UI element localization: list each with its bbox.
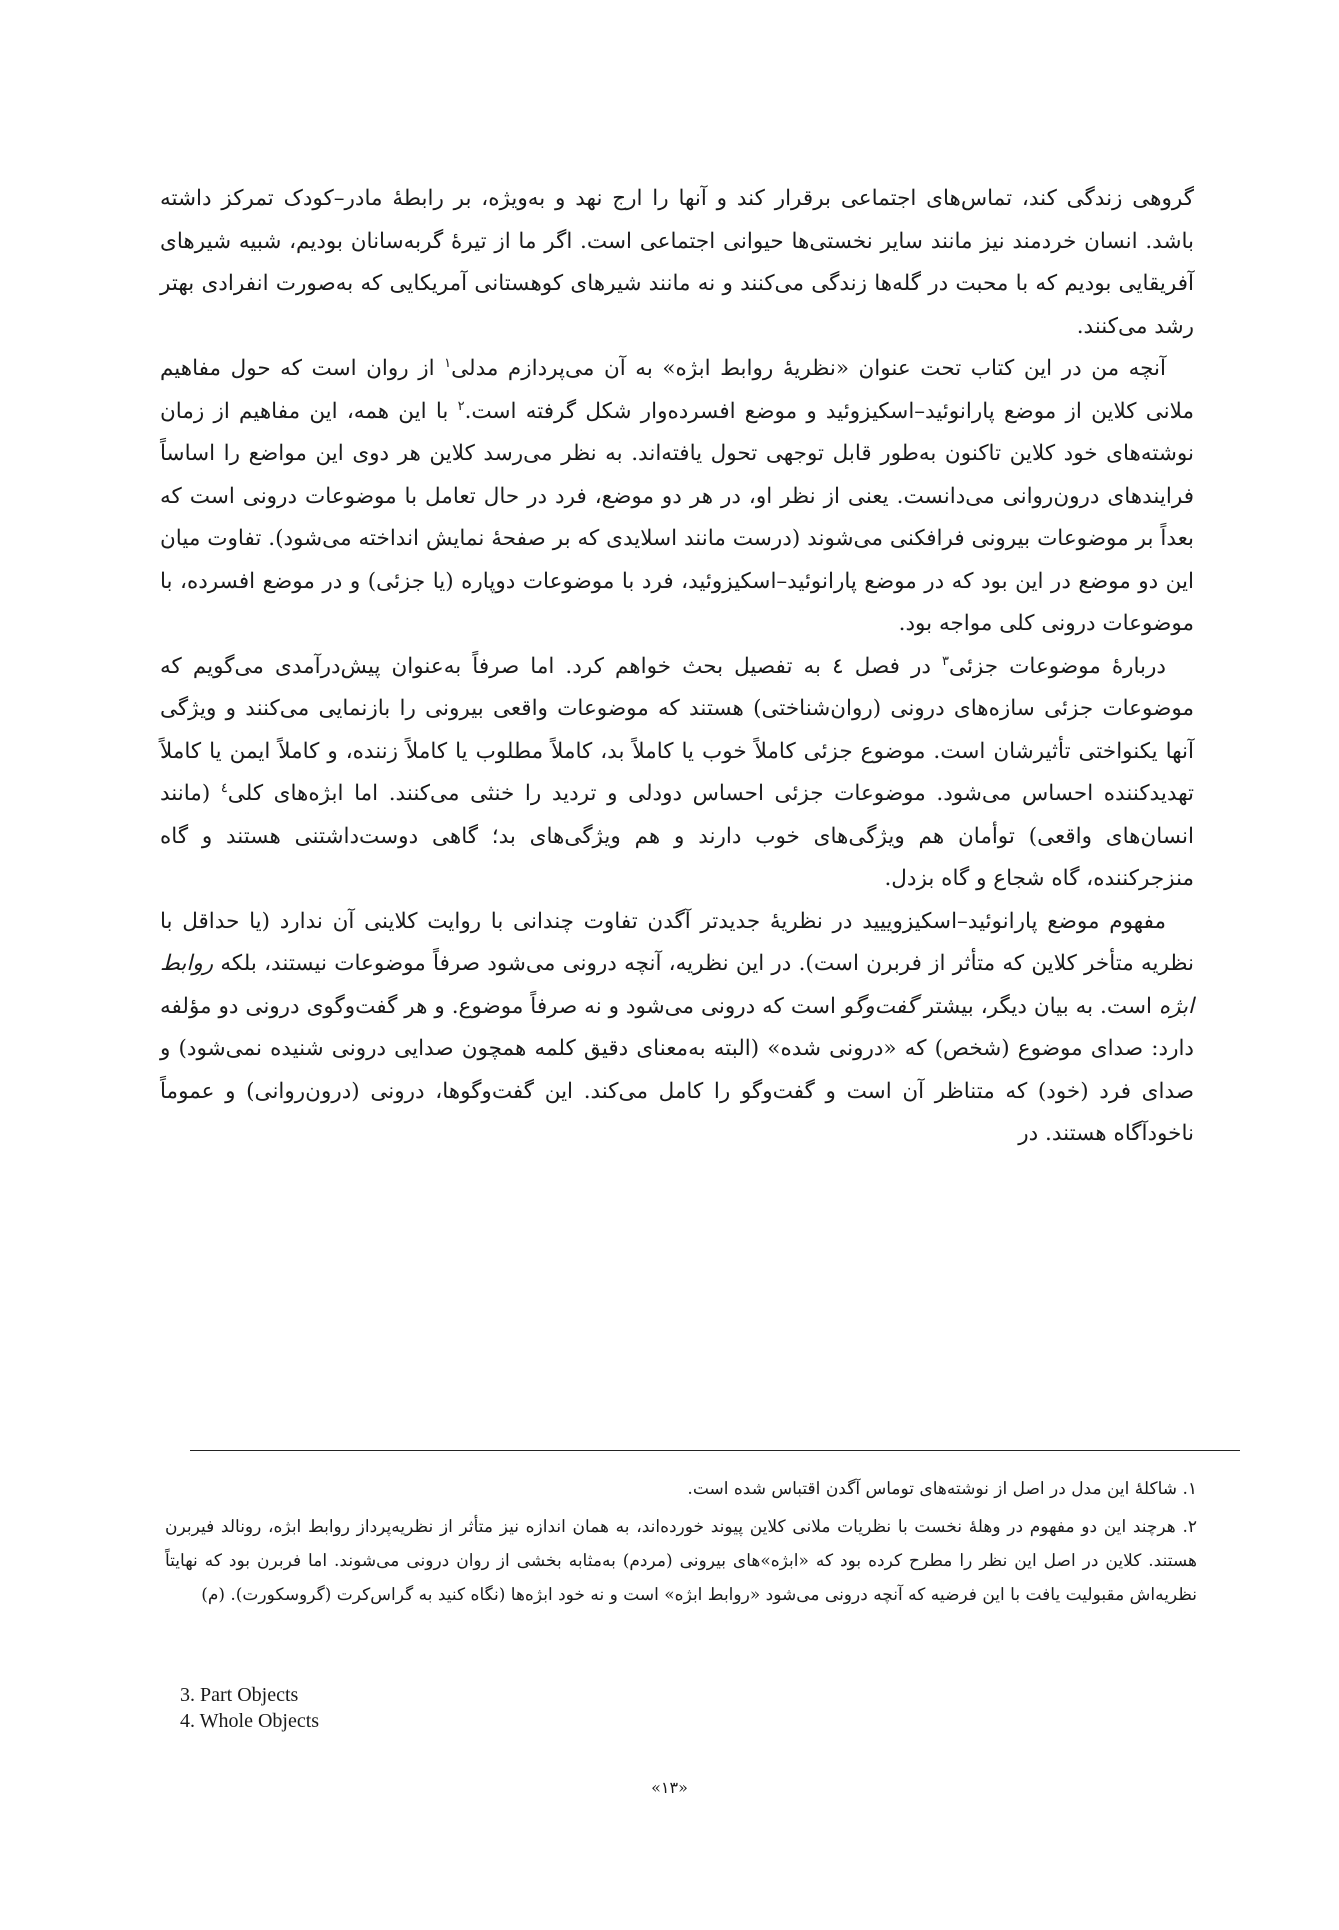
paragraph-2-text-a: آنچه من در این کتاب تحت عنوان «نظریهٔ روابط ابژه» به آن می‌پردازم مدلی: [451, 356, 1166, 381]
footnote-1: ۱. شاکلهٔ این مدل در اصل از نوشته‌های توماس آگدن اقتباس شده است.: [687, 1479, 1197, 1499]
footnote-ref-2[interactable]: ۲: [457, 398, 465, 414]
paragraph-4-text-b: است. به بیان دیگر، بیشتر: [916, 993, 1159, 1019]
paragraph-4: [160, 901, 1194, 1156]
paragraph-3-text-c: (مانند انسان‌های واقعی) توأمان هم ویژگی‌های خوب دارند و هم ویژگی‌های بد؛ گاهی دوست‌داشتنی هستند و گاه منزجرکننده، گاه شجاع و گاه بزدل.: [160, 781, 1194, 891]
paragraph-2-text-c: با این همه، این مفاهیم از زمان نوشته‌های خود کلاین تاکنون به‌طور قابل توجهی تحول یافته‌اند. به نظر می‌رسد کلاین هر دوی این مواضع را اساساً فرایندهای درون‌روانی می‌دانست. یعنی از نظر او، در هر دو موضع، فرد در حال تعامل با موضوعات درونی است که بعداً بر موضوعات بیرونی فرافکنی می‌شوند (درست مانند اسلایدی که بر صفحهٔ نمایش انداخته می‌شود). تفاوت میان این دو موضع در این بود که در موضع پارانوئید–اسکیزوئید، فرد با موضوعات دوپاره (یا جزئی) و در موضع افسرده، با موضوعات درونی کلی مواجه بود.: [160, 398, 1194, 636]
footnote-4: 4. Whole Objects: [180, 1710, 320, 1732]
emphasis-dialogue: گفت‌وگو: [842, 993, 917, 1019]
emphasis-object-relations: روابط ابژه: [160, 951, 1195, 1019]
page-number: «۱۳»: [651, 1778, 688, 1797]
paragraph-2: [160, 348, 1194, 646]
latin-footnotes: [180, 1682, 319, 1734]
footnote-ref-4[interactable]: ٤: [220, 780, 228, 796]
paragraph-4-text-a: مفهوم موضع پارانوئید–اسکیزوییید در نظریهٔ جدیدتر آگدن تفاوت چندانی با روایت کلاینی آن ندارد (یا حداقل با نظریه متأخر کلاین که متأثر از فربرن است). در این نظریه، آنچه درونی می‌شود صرفاً موضوعات نیستند، بلکه: [160, 908, 1194, 976]
footnotes: [165, 1472, 1197, 1616]
paragraph-3: [160, 646, 1194, 901]
footnote-separator: [190, 1450, 1240, 1451]
paragraph-1-text: گروهی زندگی کند، تماس‌های اجتماعی برقرار کند و آنها را ارج نهد و به‌ویژه، بر رابطهٔ مادر–کودک تمرکز داشته باشد. انسان خردمند نیز مانند سایر نخستی‌ها حیوانی اجتماعی است. اگر ما از تیرهٔ گربه‌سانان بودیم، شبیه شیرهای آفریقایی بودیم که با محبت در گله‌ها زندگی می‌کنند و نه مانند شیرهای کوهستانی آمریکایی که به‌صورت انفرادی بهتر رشد می‌کنند.: [160, 186, 1194, 339]
paragraph-2-text-b: از روان است که حول مفاهیم ملانی کلاین از موضع پارانوئید–اسکیزوئید و موضع افسرده‌وار شکل گرفته است.: [160, 356, 1194, 424]
paragraph-3-text-b: در فصل ٤ به تفصیل بحث خواهم کرد. اما صرفاً به‌عنوان پیش‌درآمدی می‌گویم که موضوعات جزئی سازه‌های درونی (روان‌شناختی) هستند که موضوعات واقعی بیرونی را بازنمایی می‌کنند و ویژگی آنها یکنواختی تأثیرشان است. موضوع جزئی کاملاً خوب یا کاملاً بد، کاملاً مطلوب یا کاملاً زننده، و کاملاً ایمن یا کاملاً تهدیدکننده احساس می‌شود. موضوعات جزئی احساس دودلی و تردید را خنثی می‌کنند. اما ابژه‌های کلی: [160, 653, 1194, 806]
footnote-3: 3. Part Objects: [180, 1684, 299, 1706]
body-text: [160, 178, 1194, 1156]
paragraph-4-text-c: است که درونی می‌شود و نه صرفاً موضوع. و هر گفت‌وگوی درونی دو مؤلفه دارد: صدای موضوع (شخص) که «درونی شده» (البته به‌معنای دقیق کلمه همچون صدایی درونی شنیده نمی‌شود) و صدای فرد (خود) که متناظر آن است و گفت‌وگو را کامل می‌کند. این گفت‌وگوها، درونی (درون‌روانی) و عموماً ناخودآگاه هستند. در: [160, 993, 1194, 1146]
paragraph-3-text-a: دربارهٔ موضوعات جزئی: [949, 653, 1166, 679]
footnote-2: ۲. هرچند این دو مفهوم در وهلهٔ نخست با نظریات ملانی کلاین پیوند خورده‌اند، به همان اندازه نیز متأثر از نظریه‌پرداز روابط ابژه، رونالد فیربرن هستند. کلاین در اصل این نظر را مطرح کرده بود که «ابژه»های بیرونی (مردم) به‌مثابه بخشی از روان درونی می‌شوند. اما فربرن بود که نهایتاً نظریه‌اش مقبولیت یافت با این فرضیه که آنچه درونی می‌شود «روابط ابژه» است و نه خود ابژه‌ها (نگاه کنید به گراس‌کرت (گروسکورت). (م): [165, 1517, 1197, 1605]
footnote-ref-1[interactable]: ۱: [444, 355, 452, 371]
footnote-ref-3[interactable]: ۳: [942, 653, 950, 669]
paragraph-1: [160, 178, 1194, 348]
